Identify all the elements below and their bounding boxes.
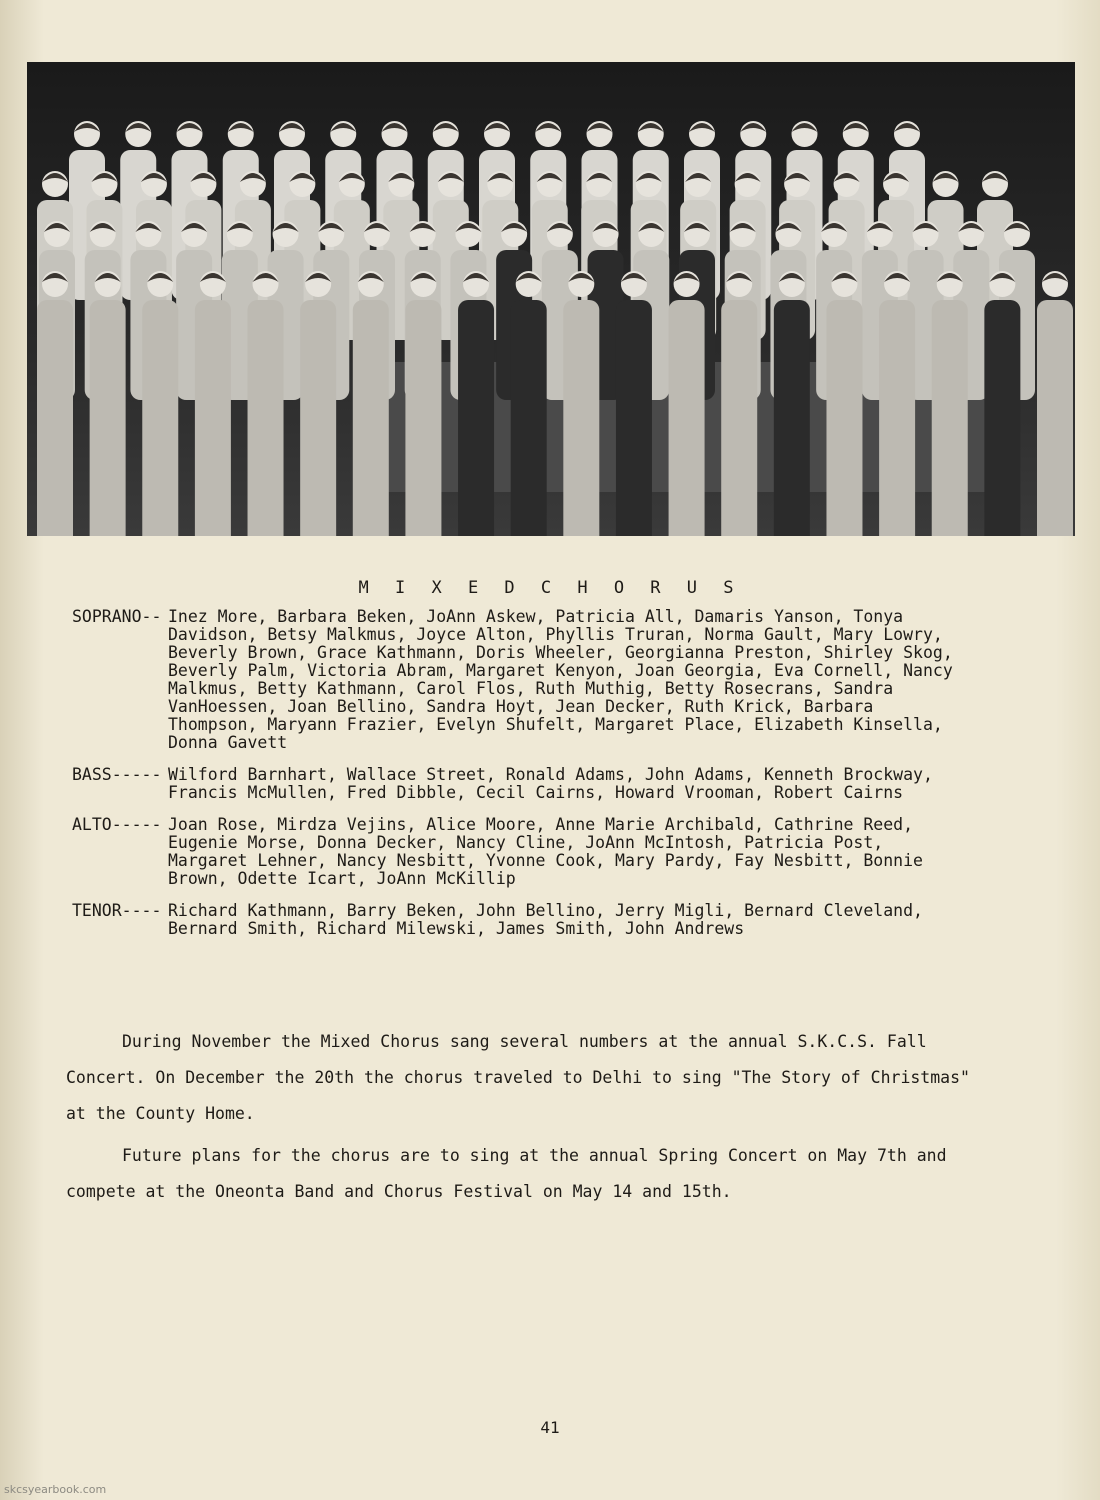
voice-section-soprano bbox=[72, 608, 972, 752]
voice-label: SOPRANO-- bbox=[72, 607, 162, 626]
choir-member-figure bbox=[1037, 300, 1073, 536]
voice-section-alto bbox=[72, 816, 972, 888]
member-names: Inez More, Barbara Beken, JoAnn Askew, Patricia All, Damaris Yanson, Tonya Davidson, Betsy Malkmus, Joyce Alton, Phyllis Truran, Norma Gault, Mary Lowry, Beverly Brown, Grace Kathmann, Doris Wheeler, Georgianna Preston, Shirley Skog, Beverly Palm, Victoria Abram, Margaret Kenyon, Joan Georgia, Eva Cornell, Nancy Malkmus, Betty Kathmann, Carol Flos, Ruth Muthig, Betty Rosecrans, Sandra VanHoessen, Joan Bellino, Sandra Hoyt, Jean Decker, Ruth Krick, Barbara Thompson, Maryann Frazier, Evelyn Shufelt, Margaret Place, Elizabeth Kinsella, Donna Gavett bbox=[168, 607, 953, 752]
choir-member-figure bbox=[511, 300, 547, 536]
choir-member-figure bbox=[248, 300, 284, 536]
section-title: M I X E D C H O R U S bbox=[358, 578, 742, 598]
choir-member-figure bbox=[721, 300, 757, 536]
member-names: Wilford Barnhart, Wallace Street, Ronald Adams, John Adams, Kenneth Brockway, Francis McMullen, Fred Dibble, Cecil Cairns, Howard Vrooman, Robert Cairns bbox=[168, 765, 933, 802]
choir-member-figure bbox=[826, 300, 862, 536]
choir-member-figure bbox=[458, 300, 494, 536]
voice-label: TENOR---- bbox=[72, 901, 162, 920]
roster bbox=[72, 608, 972, 952]
choir-member-figure bbox=[300, 300, 336, 536]
choir-member-figure bbox=[563, 300, 599, 536]
choir-member-figure bbox=[669, 300, 705, 536]
choir-member-figure bbox=[616, 300, 652, 536]
choir-member-figure bbox=[353, 300, 389, 536]
choir-member-figure bbox=[37, 300, 73, 536]
choir-member-figure bbox=[405, 300, 441, 536]
choir-member-figure bbox=[774, 300, 810, 536]
body-paragraph: During November the Mixed Chorus sang several numbers at the annual S.K.C.S. Fall Concert. On December the 20th the chorus traveled to Delhi to sing "The Story of Christmas" at the County Home. bbox=[66, 1032, 970, 1123]
choir-member-figure bbox=[932, 300, 968, 536]
voice-label: BASS----- bbox=[72, 765, 162, 784]
choir-member-figure bbox=[879, 300, 915, 536]
voice-section-tenor bbox=[72, 902, 972, 938]
voice-section-bass bbox=[72, 766, 972, 802]
choir-member-figure bbox=[195, 300, 231, 536]
watermark: skcsyearbook.com bbox=[4, 1483, 107, 1496]
choir-member-figure bbox=[90, 300, 126, 536]
page-number: 41 bbox=[540, 1418, 560, 1437]
choir-member-figure bbox=[984, 300, 1020, 536]
chorus-photo-image bbox=[27, 62, 1075, 536]
voice-label: ALTO----- bbox=[72, 815, 162, 834]
member-names: Joan Rose, Mirdza Vejins, Alice Moore, Anne Marie Archibald, Cathrine Reed, Eugenie Morse, Donna Decker, Nancy Cline, JoAnn McIntosh, Patricia Post, Margaret Lehner, Nancy Nesbitt, Yvonne Cook, Mary Pardy, Fay Nesbitt, Bonnie Brown, Odette Icart, JoAnn McKillip bbox=[168, 815, 923, 888]
choir-member-figure bbox=[142, 300, 178, 536]
group-photo bbox=[27, 62, 1075, 536]
member-names: Richard Kathmann, Barry Beken, John Bellino, Jerry Migli, Bernard Cleveland, Bernard Smith, Richard Milewski, James Smith, John Andrews bbox=[168, 901, 923, 938]
body-paragraph: Future plans for the chorus are to sing at the annual Spring Concert on May 7th and compete at the Oneonta Band and Chorus Festival on May 14 and 15th. bbox=[66, 1146, 947, 1201]
